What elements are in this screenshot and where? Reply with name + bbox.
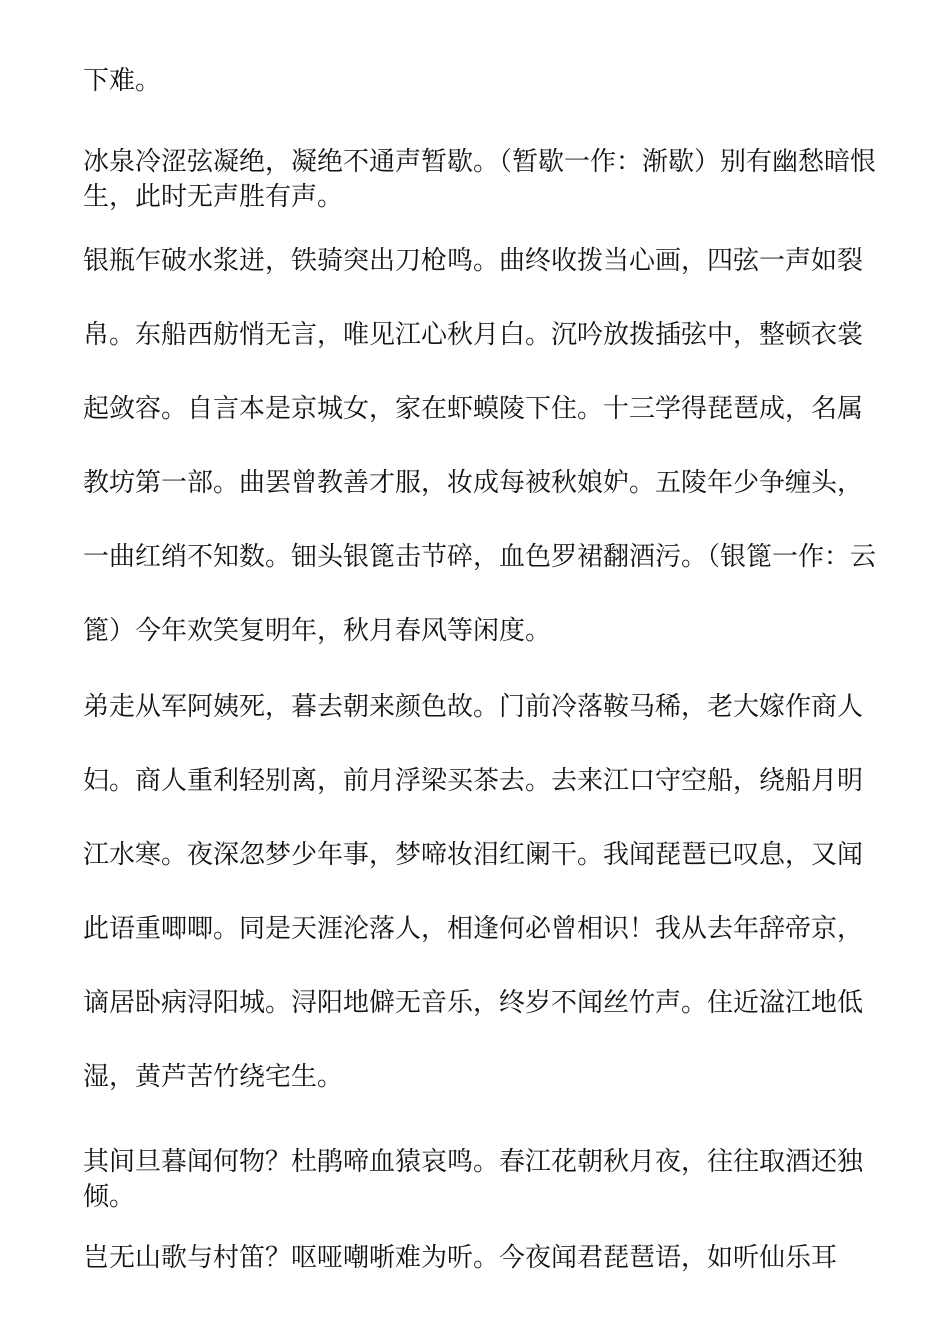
paragraph-4: 弟走从军阿姨死，暮去朝来颜色故。门前冷落鞍马稀，老大嫁作商人妇。商人重利轻别离，前月浮梁买茶去。去来江口守空船，绕船月明江水寒。夜深忽梦少年事，梦啼妆泪红阑干。我闻琵琶已叹息，又闻此语重唧唧。同是天涯沦落人，相逢何必曾相识！我从去年辞帝京，谪居卧病浔阳城。浔阳地僻无音乐，终岁不闻丝竹声。住近湓江地低湿，黄芦苦竹绕宅生。	[83, 692, 864, 1092]
paragraph-6: 岂无山歌与村笛？呕哑嘲哳难为听。今夜闻君琵琶语，如听仙乐耳	[83, 1243, 838, 1273]
paragraph-5: 其间旦暮闻何物？杜鹃啼血猿哀鸣。春江花朝秋月夜，往往取酒还独倾。	[83, 1147, 864, 1212]
paragraph-3: 银瓶乍破水浆迸，铁骑突出刀枪鸣。曲终收拨当心画，四弦一声如裂帛。东船西舫悄无言，唯见江心秋月白。沉吟放拨插弦中，整顿衣裳起敛容。自言本是京城女，家在虾蟆陵下住。十三学得琵琶成，名属教坊第一部。曲罢曾教善才服，妆成每被秋娘妒。五陵年少争缠头，一曲红绡不知数。钿头银篦击节碎，血色罗裙翻酒污。（银篦一作：云篦）今年欢笑复明年，秋月春风等闲度。	[83, 246, 877, 646]
paragraph-2: 冰泉冷涩弦凝绝，凝绝不通声暂歇。（暂歇一作：渐歇）别有幽愁暗恨生，此时无声胜有声。	[83, 147, 877, 212]
paragraph-1: 下难。	[83, 66, 162, 96]
